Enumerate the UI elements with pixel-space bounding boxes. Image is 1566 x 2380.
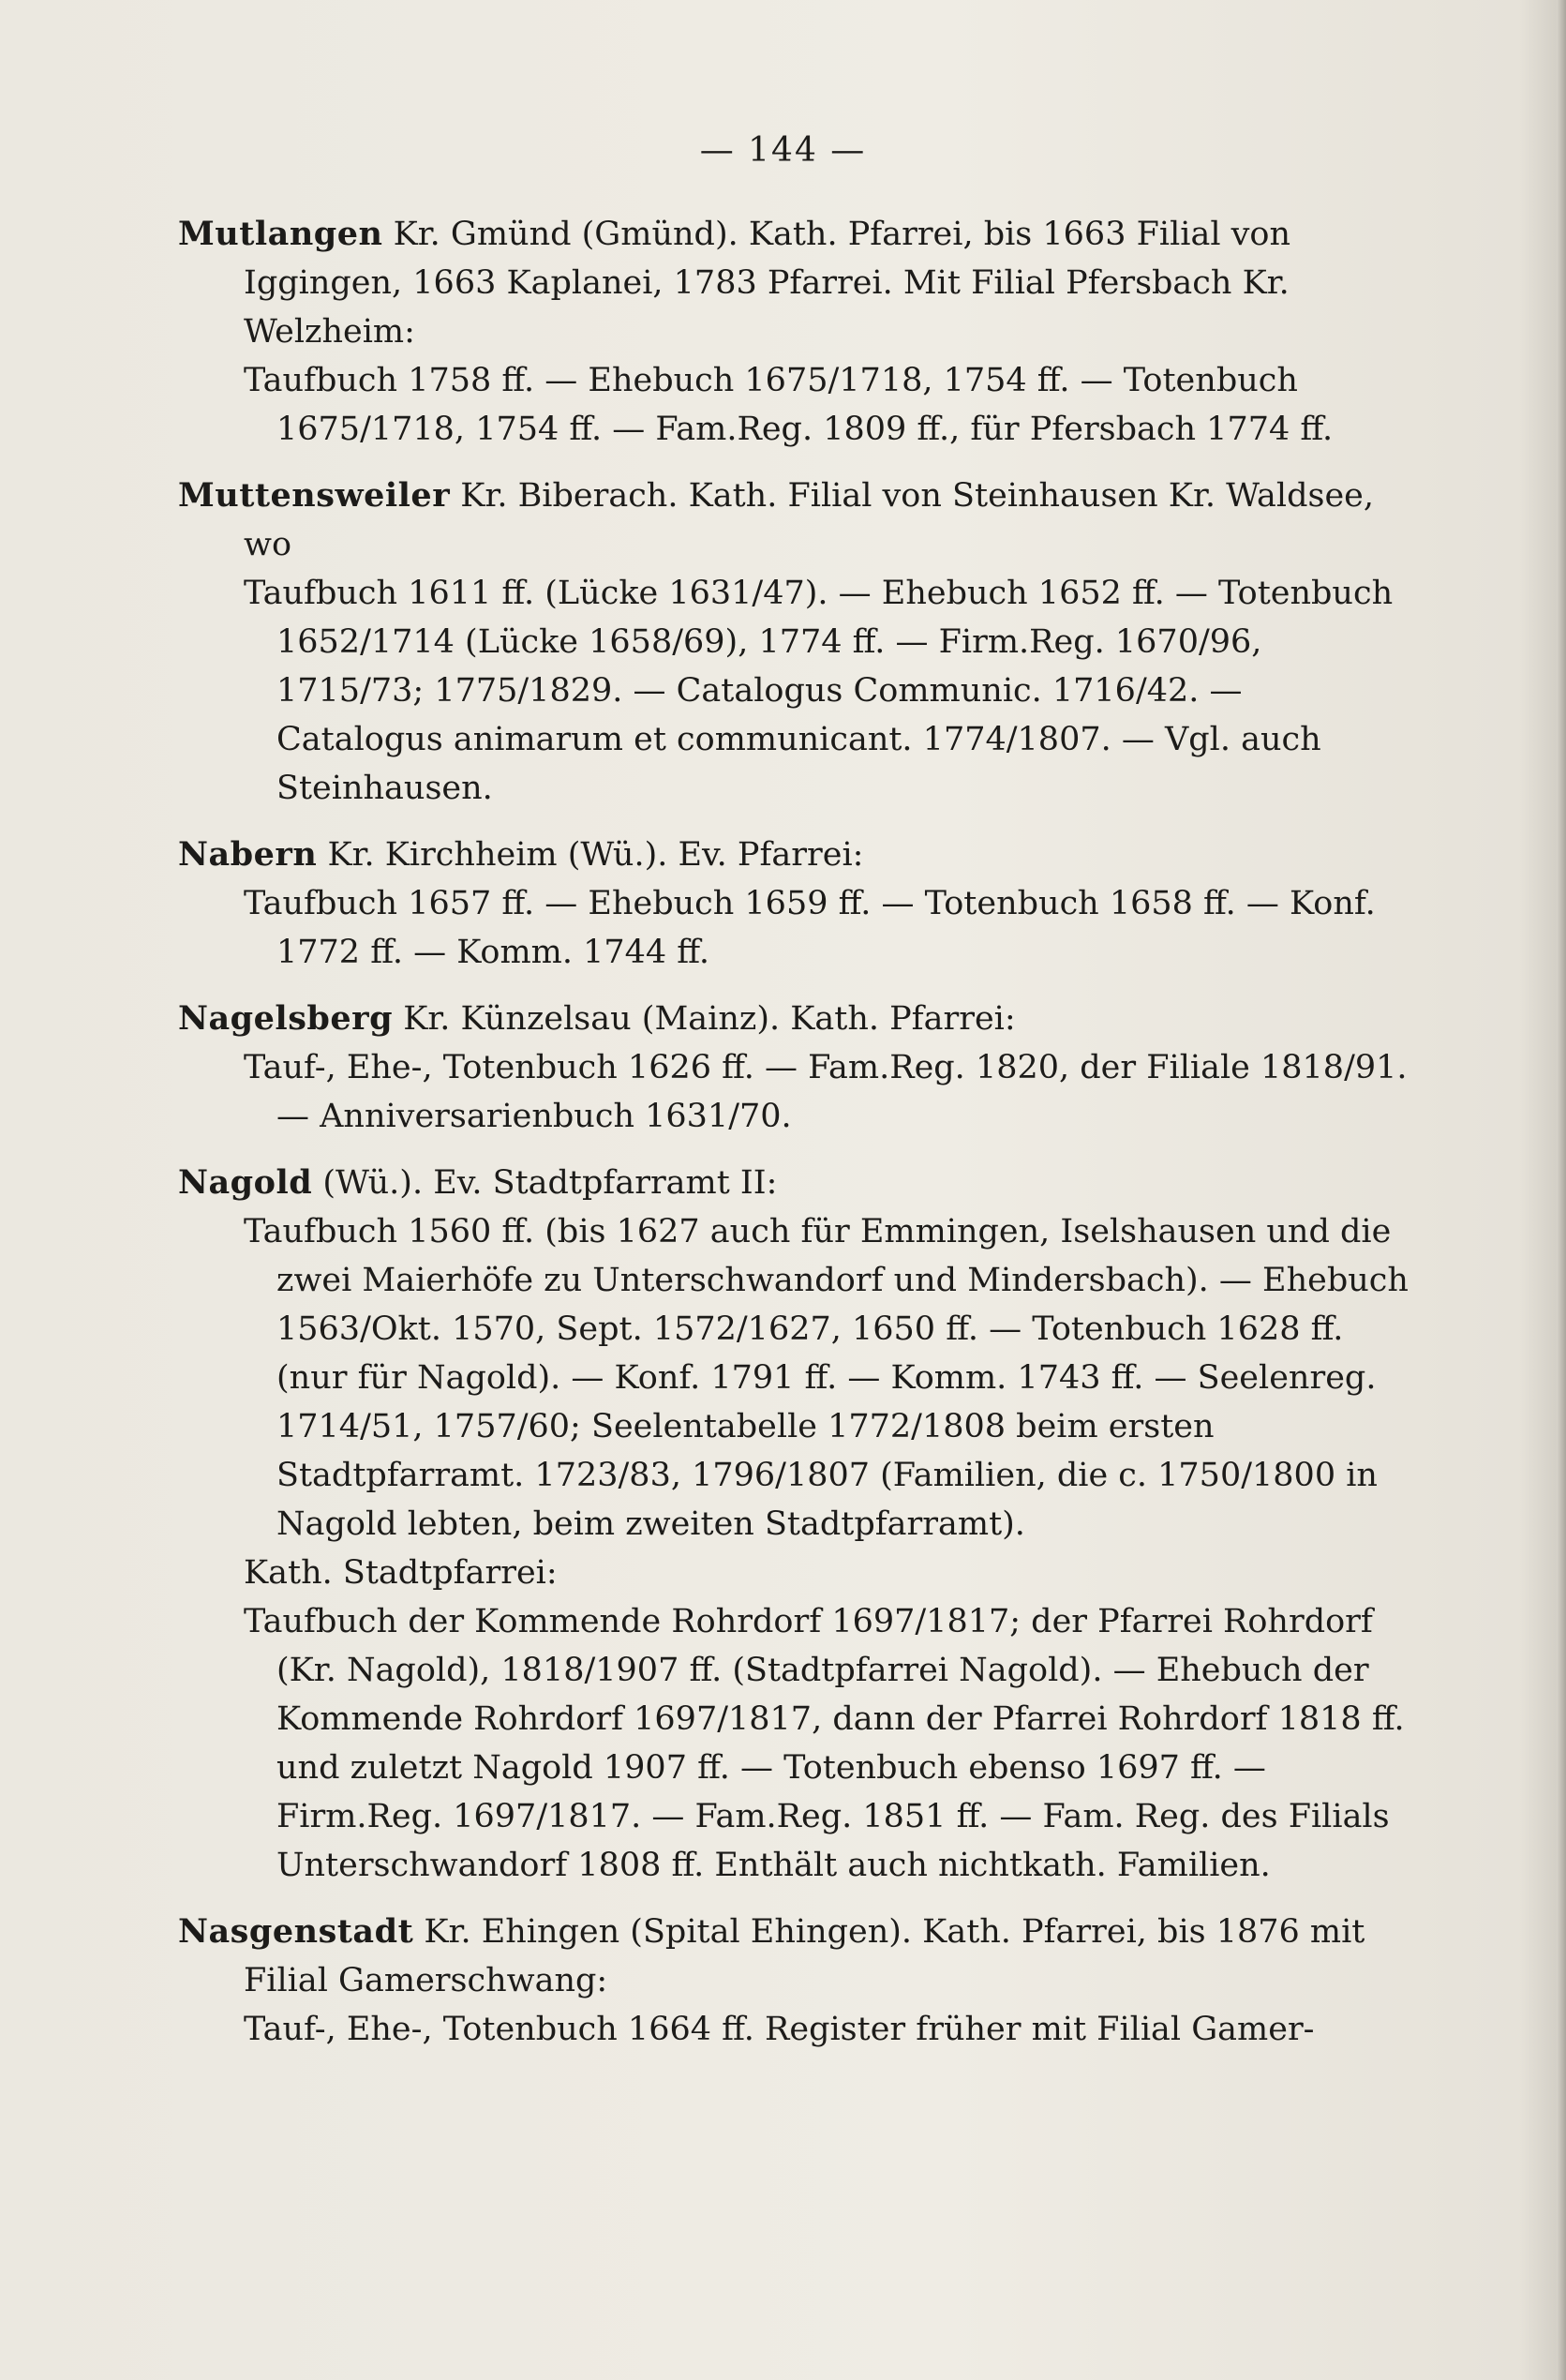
entry-details: Taufbuch 1758 ff. — Ehebuch 1675/1718, 1754 ff. — Totenbuch 1675/1718, 1754 ff. — Fam.Reg. 1809 ff., für Pfersbach 1774 ff. bbox=[244, 362, 1334, 448]
entry-details: Taufbuch 1560 ff. (bis 1627 auch für Emmingen, Iselshausen und die zwei Maierhöfe zu Unterschwandorf und Mindersbach). — Ehebuch 1563/Okt. 1570, Sept. 1572/1627, 1650 ff. — Totenbuch 1628 ff. (nur für Nagold). — Konf. 1791 ff. — Komm. 1743 ff. — Seelenreg. 1714/51, 1757/60; Seelentabelle 1772/1808 beim ersten Stadtpfarramt. 1723/83, 1796/1807 (Familien, die c. 1750/1800 in Nagold lebten, beim zweiten Stadtpfarramt). bbox=[244, 1213, 1409, 1543]
place-name: Nabern bbox=[178, 835, 318, 874]
entry-muttensweiler bbox=[178, 472, 1415, 813]
entry-description: Kr. Künzelsau (Mainz). Kath. Pfarrei: bbox=[403, 1000, 1016, 1038]
entry-details: Tauf-, Ehe-, Totenbuch 1626 ff. — Fam.Reg. 1820, der Filiale 1818/91. — Anniversarienbuch 1631/70. bbox=[244, 1049, 1408, 1135]
entry-header bbox=[178, 472, 1415, 569]
entry-description: Kr. Ehingen (Spital Ehingen). Kath. Pfarrei, bis 1876 mit Filial Gamerschwang: bbox=[244, 1913, 1365, 1999]
entry-header bbox=[178, 831, 1415, 879]
entry-nasgenstadt bbox=[178, 1908, 1415, 2054]
place-name: Nasgenstadt bbox=[178, 1912, 414, 1951]
entry-nabern bbox=[178, 831, 1415, 977]
entry-header bbox=[178, 995, 1415, 1043]
entry-nagold bbox=[178, 1159, 1415, 1890]
entry-mutlangen bbox=[178, 210, 1415, 454]
entry-description: (Wü.). Ev. Stadtpfarramt II: bbox=[322, 1164, 778, 1202]
kath-details: Taufbuch der Kommende Rohrdorf 1697/1817; der Pfarrei Rohrdorf (Kr. Nagold), 1818/1907 ff. (Stadtpfarrei Nagold). — Ehebuch der Kommende Rohrdorf 1697/1817, dann der Pfarrei Rohrdorf 1818 ff. und zuletzt Nagold 1907 ff. — Totenbuch ebenso 1697 ff. — Firm.Reg. 1697/1817. — Fam.Reg. 1851 ff. — Fam. Reg. des Filials Unterschwandorf 1808 ff. Enthält auch nichtkath. Familien. bbox=[244, 1603, 1405, 1884]
entry-description: Kr. Biberach. Kath. Filial von Steinhausen Kr. Waldsee, wo bbox=[244, 477, 1375, 563]
entry-description: Kr. Gmünd (Gmünd). Kath. Pfarrei, bis 1663 Filial von Iggingen, 1663 Kaplanei, 1783 Pfarrei. Mit Filial Pfersbach Kr. Welzheim: bbox=[244, 216, 1291, 351]
entry-nagelsberg bbox=[178, 995, 1415, 1141]
entry-description: Kr. Kirchheim (Wü.). Ev. Pfarrei: bbox=[327, 836, 864, 874]
kath-header: Kath. Stadtpfarrei: bbox=[244, 1554, 558, 1592]
place-name: Nagold bbox=[178, 1163, 313, 1202]
entry-header bbox=[178, 1908, 1415, 2005]
entry-details: Taufbuch 1657 ff. — Ehebuch 1659 ff. — Totenbuch 1658 ff. — Konf. 1772 ff. — Komm. 1744 ff. bbox=[244, 885, 1376, 971]
place-name: Muttensweiler bbox=[178, 476, 451, 515]
place-name: Nagelsberg bbox=[178, 999, 394, 1038]
register-text bbox=[178, 210, 1415, 2072]
place-name: Mutlangen bbox=[178, 215, 383, 253]
page-number: — 144 — bbox=[699, 131, 867, 170]
entry-header bbox=[178, 1159, 1415, 1207]
page-edge bbox=[1557, 0, 1566, 2380]
entry-details: Taufbuch 1611 ff. (Lücke 1631/47). — Ehebuch 1652 ff. — Totenbuch 1652/1714 (Lücke 1658/69), 1774 ff. — Firm.Reg. 1670/96, 1715/73; 1775/1829. — Catalogus Communic. 1716/42. — Catalogus animarum et communicant. 1774/1807. — Vgl. auch Steinhausen. bbox=[244, 575, 1394, 807]
entry-header bbox=[178, 210, 1415, 356]
entry-details: Tauf-, Ehe-, Totenbuch 1664 ff. Register früher mit Filial Gamer- bbox=[244, 2011, 1315, 2048]
